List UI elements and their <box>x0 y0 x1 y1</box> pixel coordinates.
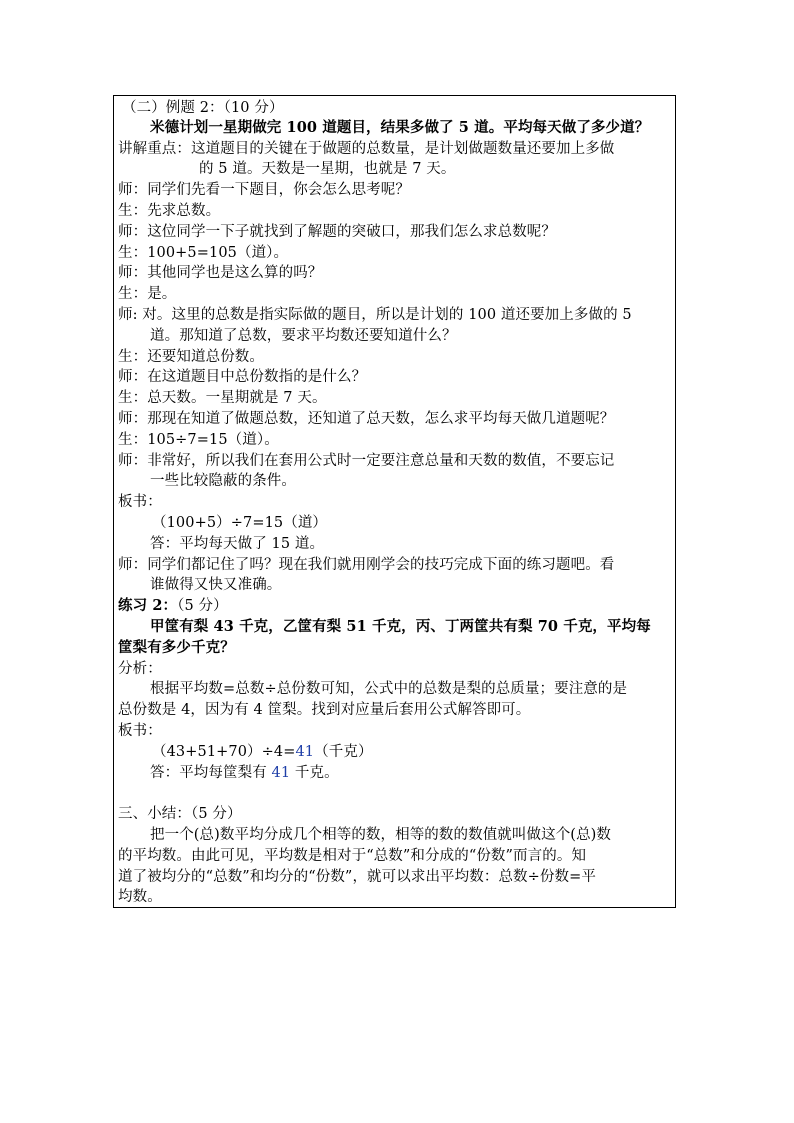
analysis-line1: 根据平均数=总数÷总份数可知，公式中的总数是梨的总质量；要注意的是 <box>150 681 628 697</box>
analysis-line2: 总份数是 4，因为有 4 筐梨。找到对应量后套用公式解答即可。 <box>118 702 531 718</box>
example2-focus-line2: 的 5 道。天数是一星期，也就是 7 天。 <box>199 161 456 177</box>
dialogue-line: 生：总天数。一星期就是 7 天。 <box>118 390 327 406</box>
dialogue-line-continued: 道。那知道了总数，要求平均数还要知道什么？ <box>150 328 457 344</box>
dialogue-line-continued: 一些比较隐蔽的条件。 <box>150 473 296 489</box>
dialogue-line-continued: 谁做得又快又准确。 <box>150 577 282 593</box>
summary-line1: 把一个(总)数平均分成几个相等的数，相等的数的数值就叫做这个(总)数 <box>150 827 612 843</box>
board-equation: （100+5）÷7=15（道） <box>152 515 328 531</box>
example2-problem: 米德计划一星期做完 100 道题目，结果多做了 5 道。平均每天做了多少道？ <box>150 119 650 136</box>
board-equation-result: 41 <box>295 744 315 760</box>
dialogue-line: 师：这位同学一下子就找到了解题的突破口，那我们怎么求总数呢？ <box>118 224 556 240</box>
board-answer-prefix: 答：平均每筐梨有 <box>150 765 272 781</box>
dialogue-line: 生：还要知道总份数。 <box>118 349 264 365</box>
practice2-score: （5 分） <box>177 598 228 614</box>
board-equation-expression: （43+51+70）÷4= <box>152 744 296 760</box>
summary-line4: 均数。 <box>118 889 162 905</box>
board-answer-value: 41 <box>271 765 291 781</box>
dialogue-line: 师：非常好，所以我们在套用公式时一定要注意总量和天数的数值，不要忘记 <box>118 453 615 469</box>
practice2-problem-line2: 筐梨有多少千克？ <box>118 639 235 656</box>
summary-line2: 的平均数。由此可见，平均数是相对于“总数”和分成的“份数”而言的。知 <box>118 848 587 864</box>
example2-focus-line1: 讲解重点：这道题目的关键在于做题的总数量，是计划做题数量还要加上多做 <box>118 141 615 157</box>
practice2-heading-title: 练习 2： <box>118 597 178 614</box>
dialogue-line: 生：100+5=105（道）。 <box>118 245 289 261</box>
board-answer-suffix: 千克。 <box>290 765 339 781</box>
section2-heading: （二）例题 2：（10 分） <box>122 100 284 116</box>
board-equation-unit: （千克） <box>314 744 373 760</box>
dialogue-line: 师: 对。这里的总数是指实际做的题目，所以是计划的 100 道还要加上多做的 5 <box>118 307 632 323</box>
board-label: 板书： <box>118 723 162 739</box>
board-equation <box>152 742 373 762</box>
dialogue-line: 师：在这道题目中总份数指的是什么？ <box>118 369 367 385</box>
board-label: 板书： <box>118 494 162 510</box>
board-answer: 答：平均每天做了 15 道。 <box>150 536 325 552</box>
board-answer <box>150 763 339 783</box>
dialogue-line: 生：先求总数。 <box>118 203 221 219</box>
summary-line3: 道了被均分的“总数”和均分的“份数”，就可以求出平均数：总数÷份数=平 <box>118 869 596 885</box>
dialogue-line: 生：105÷7=15（道）。 <box>118 432 279 448</box>
dialogue-line: 师：那现在知道了做题总数，还知道了总天数，怎么求平均每天做几道题呢？ <box>118 411 615 427</box>
dialogue-line: 生：是。 <box>118 286 177 302</box>
dialogue-line: 师：其他同学也是这么算的吗？ <box>118 265 323 281</box>
dialogue-line: 师：同学们都记住了吗？现在我们就用刚学会的技巧完成下面的练习题吧。看 <box>118 557 615 573</box>
summary-heading: 三、小结：（5 分） <box>118 806 242 822</box>
practice2-heading <box>118 596 228 616</box>
dialogue-line: 师：同学们先看一下题目，你会怎么思考呢？ <box>118 182 410 198</box>
analysis-label: 分析： <box>118 661 162 677</box>
practice2-problem-line1: 甲筐有梨 43 千克，乙筐有梨 51 千克，丙、丁两筐共有梨 70 千克，平均每 <box>150 618 651 635</box>
